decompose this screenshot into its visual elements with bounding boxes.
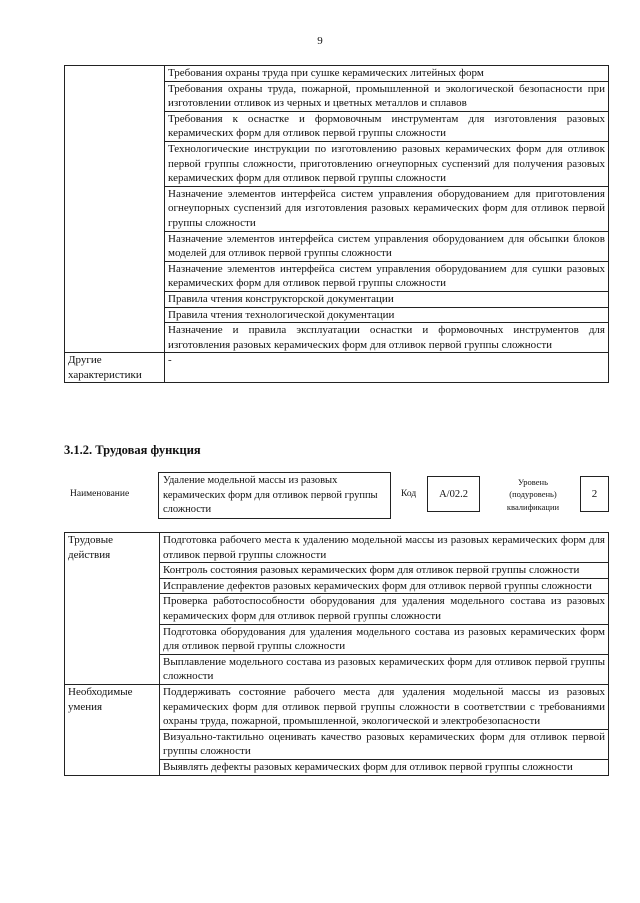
labor-action-item: Контроль состояния разовых керамических форм для отливок первой группы сложности [160,563,609,579]
level-label-line: квалификации [506,501,560,512]
other-characteristics-value: - [165,353,609,383]
labor-action-item: Исправление дефектов разовых керамических форм для отливок первой группы сложности [160,578,609,594]
knowledge-item: Правила чтения конструкторской документации [165,291,609,307]
knowledge-item: Назначение и правила эксплуатации оснастки и формовочных инструментов для изготовления разовых керамических форм для отливок первой группы сложности [165,323,609,353]
knowledge-item: Требования к оснастке и формовочным инструментам для изготовления разовых керамических форм для отливок первой группы сложности [165,111,609,141]
labor-actions-label: Трудовые действия [65,533,160,685]
name-value-box: Удаление модельной массы из разовых керамических форм для отливок первой группы сложности [158,472,391,519]
knowledge-item: Назначение элементов интерфейса систем управления оборудованием для обсыпки блоков моделей для отливок первой группы сложности [165,231,609,261]
table-row [65,66,609,82]
code-label: Код [401,489,417,499]
name-label: Наименование [70,489,130,499]
knowledge-label-cell [65,66,165,353]
knowledge-item: Назначение элементов интерфейса систем управления оборудованием для приготовления огнеупорных суспензий для изготовления разовых керамических форм для отливок первой группы сложности [165,186,609,231]
level-label-line: (подуровень) [509,489,557,500]
other-characteristics-label: Другие характеристики [65,353,165,383]
section-heading: 3.1.2. Трудовая функция [64,443,201,457]
knowledge-item: Требования охраны труда при сушке керамических литейных форм [165,66,609,82]
knowledge-item: Технологические инструкции по изготовлению разовых керамических форм для отливок первой группы сложности, приготовлению огнеупорных суспензий для получения разовых керамических форм для отливок первой группы сложности [165,141,609,186]
labor-action-item: Проверка работоспособности оборудования для удаления модельного состава из разовых керамических форм для отливок первой группы сложности [160,594,609,624]
knowledge-item: Назначение элементов интерфейса систем управления оборудованием для сушки разовых керамических форм для отливок первой группы сложности [165,261,609,291]
labor-action-item: Подготовка оборудования для удаления модельного состава из разовых керамических форм для отливок первой группы сложности [160,624,609,654]
level-value-box: 2 [580,476,609,512]
skill-item: Выявлять дефекты разовых керамических форм для отливок первой группы сложности [160,759,609,775]
knowledge-table [64,65,609,383]
table-row [65,684,609,729]
skill-item: Поддерживать состояние рабочего места для удаления модельной массы из разовых керамических форм для отливок первой группы сложности в соответствии с требованиями охраны труда, пожарной, промышленной, экологической и электробезопасности [160,684,609,729]
table-row [65,533,609,563]
level-label-line: Уровень [518,477,548,487]
knowledge-item: Требования охраны труда, пожарной, промышленной и экологической безопасности при изготовлении отливок из черных и цветных металлов и сплавов [165,81,609,111]
level-label [497,476,569,513]
labor-action-item: Выплавление модельного состава из разовых керамических форм для отливок первой группы сложности [160,654,609,684]
labor-action-item: Подготовка рабочего места к удалению модельной массы из разовых керамических форм для отливок первой группы сложности [160,533,609,563]
required-skills-label: Необходимые умения [65,684,160,775]
code-value-box: A/02.2 [427,476,480,512]
page-number: 9 [317,35,323,47]
labor-function-table [64,532,609,776]
skill-item: Визуально-тактильно оценивать качество разовых керамических форм для отливок первой группы сложности [160,729,609,759]
table-row [65,353,609,383]
knowledge-item: Правила чтения технологической документации [165,307,609,323]
